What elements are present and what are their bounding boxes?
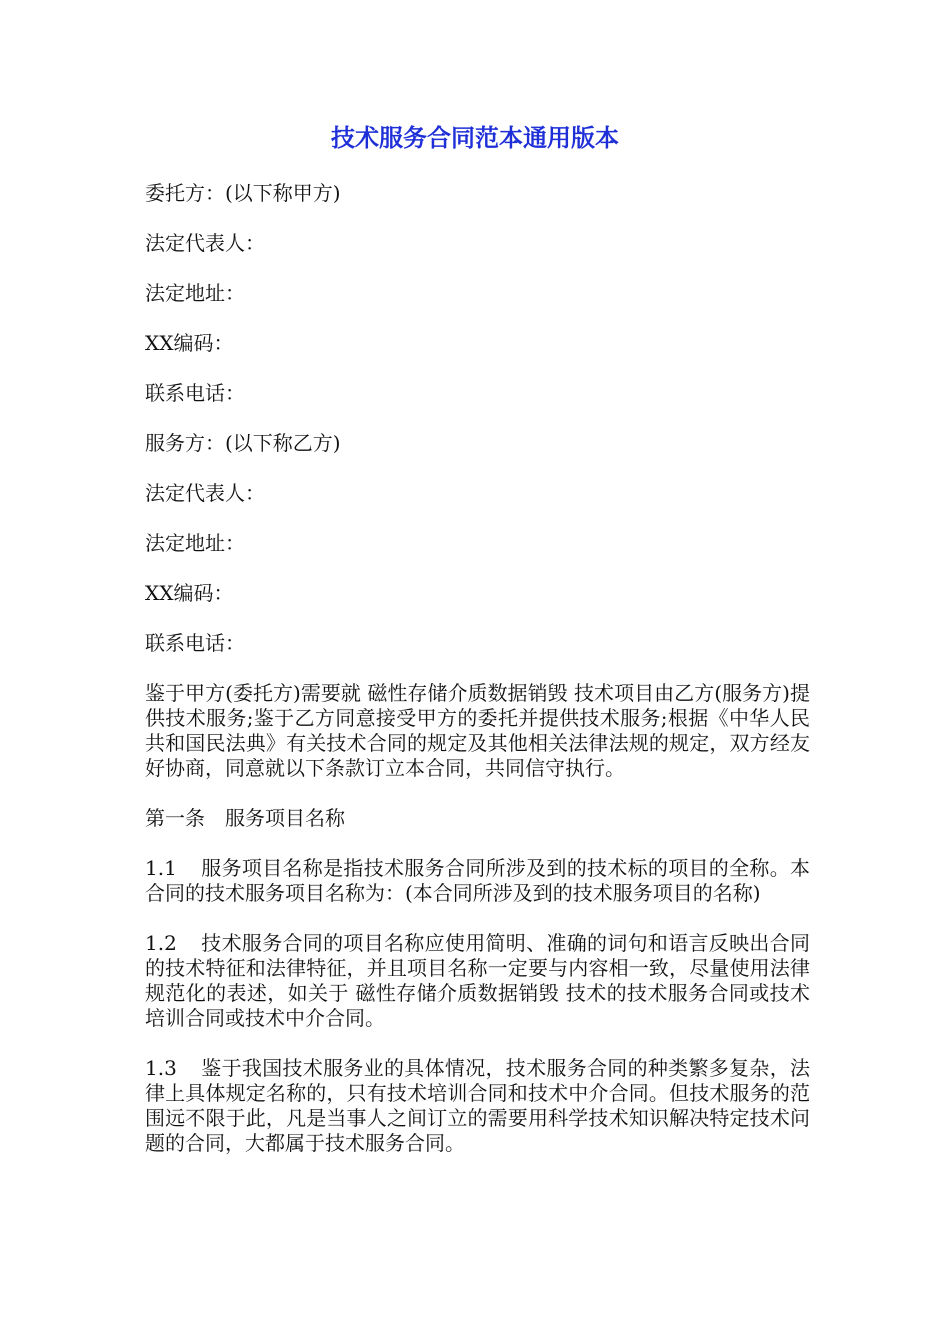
document-body <box>145 181 810 1181</box>
clause-text: 技术服务合同的项目名称应使用简明、准确的词句和语言反映出合同的技术特征和法律特征，并且项目名称一定要与内容相一致，尽量使用法律规范化的表述，如关于 磁性存储介质数据销毁 技术的技术服务合同或技术培训合同或技术中介合同。 <box>145 931 810 1030</box>
clause-paragraph <box>145 1056 810 1156</box>
document-title: 技术服务合同范本通用版本 <box>331 124 619 152</box>
clause-paragraph <box>145 931 810 1031</box>
client-phone: 联系电话： <box>145 381 245 405</box>
clause-number: 1.3 <box>145 1056 177 1080</box>
article-heading: 第一条 服务项目名称 <box>145 806 345 830</box>
provider-postcode: XX编码： <box>145 581 234 605</box>
preamble-paragraph: 鉴于甲方(委托方)需要就 磁性存储介质数据销毁 技术项目由乙方(服务方)提供技术服务;鉴于乙方同意接受甲方的委托并提供技术服务;根据《中华人民共和国民法典》有关技术合同的规定及其他相关法律法规的规定，双方经友好协商，同意就以下条款订立本合同，共同信守执行。 <box>145 681 810 780</box>
clause-number: 1.1 <box>145 856 177 880</box>
provider-phone: 联系电话： <box>145 631 245 655</box>
provider-address: 法定地址： <box>145 531 245 555</box>
clause-paragraph <box>145 856 810 906</box>
clause-text: 鉴于我国技术服务业的具体情况，技术服务合同的种类繁多复杂，法律上具体规定名称的，只有技术培训合同和技术中介合同。但技术服务的范围远不限于此，凡是当事人之间订立的需要用科学技术知识解决特定技术问题的合同，大都属于技术服务合同。 <box>145 1056 810 1155</box>
client-legal-rep: 法定代表人： <box>145 231 265 255</box>
client-postcode: XX编码： <box>145 331 234 355</box>
clause-text: 服务项目名称是指技术服务合同所涉及到的技术标的项目的全称。本合同的技术服务项目名称为：(本合同所涉及到的技术服务项目的名称) <box>145 856 810 905</box>
provider-party: 服务方：(以下称乙方) <box>145 431 341 455</box>
clause-number: 1.2 <box>145 931 177 955</box>
provider-legal-rep: 法定代表人： <box>145 481 265 505</box>
client-address: 法定地址： <box>145 281 245 305</box>
client-party: 委托方：(以下称甲方) <box>145 181 341 205</box>
